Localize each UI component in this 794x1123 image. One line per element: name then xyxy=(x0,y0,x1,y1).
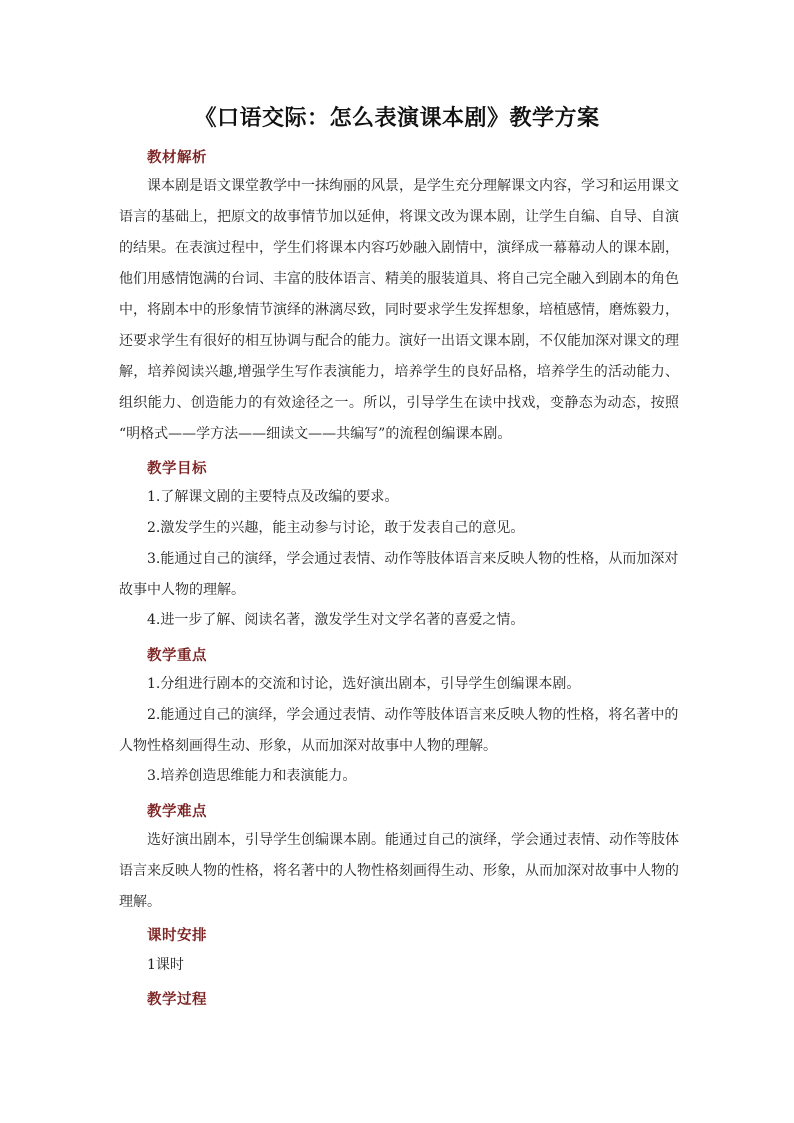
section-heading-difficulties: 教学难点 xyxy=(147,803,207,820)
key-point-item-3: 3.培养创造思维能力和表演能力。 xyxy=(147,768,357,784)
paragraph-line: 他们用感情饱满的台词、丰富的肢体语言、精美的服装道具、将自己完全融入到剧本的角色 xyxy=(119,271,679,287)
paragraph-line: “明格式——学方法——细读文——共编写”的流程创编课本剧。 xyxy=(119,426,512,442)
objective-item-2: 2.激发学生的兴趣，能主动参与讨论，敢于发表自己的意见。 xyxy=(147,520,525,536)
objective-item-3-line: 3.能通过自己的演绎，学会通过表情、动作等肢体语言来反映人物的性格，从而加深对 xyxy=(147,551,679,567)
section-heading-schedule: 课时安排 xyxy=(147,927,207,944)
paragraph-line: 课本剧是语文课堂教学中一抹绚丽的风景，是学生充分理解课文内容，学习和运用课文 xyxy=(147,178,679,194)
key-point-item-2-line: 2.能通过自己的演绎，学会通过表情、动作等肢体语言来反映人物的性格，将名著中的 xyxy=(147,707,679,723)
document-title: 《口语交际：怎么表演课本剧》教学方案 xyxy=(194,105,600,131)
paragraph-line: 中，将剧本中的形象情节演绎的淋漓尽致，同时要求学生发挥想象，培植感情，磨炼毅力， xyxy=(119,302,679,318)
objective-item-1: 1.了解课文剧的主要特点及改编的要求。 xyxy=(147,489,399,505)
objective-item-3-line: 故事中人物的理解。 xyxy=(119,582,245,598)
analysis-paragraph xyxy=(119,171,679,450)
section-heading-key-points: 教学重点 xyxy=(147,647,207,664)
paragraph-line: 组织能力、创造能力的有效途径之一。所以，引导学生在读中找戏，变静态为动态，按照 xyxy=(119,395,679,411)
key-point-item-1: 1.分组进行剧本的交流和讨论，选好演出剧本，引导学生创编课本剧。 xyxy=(147,676,581,692)
difficulties-paragraph xyxy=(119,825,679,918)
paragraph-line: 的结果。在表演过程中，学生们将课本内容巧妙融入剧情中，演绎成一幕幕动人的课本剧， xyxy=(119,240,679,256)
section-heading-objectives: 教学目标 xyxy=(147,460,207,477)
paragraph-line: 理解。 xyxy=(119,894,161,910)
paragraph-line: 语言的基础上，把原文的故事情节加以延伸，将课文改为课本剧，让学生自编、自导、自演 xyxy=(119,209,679,225)
section-heading-process: 教学过程 xyxy=(147,991,207,1008)
paragraph-line: 还要求学生有很好的相互协调与配合的能力。演好一出语文课本剧，不仅能加深对课文的理 xyxy=(119,333,679,349)
paragraph-line: 解，培养阅读兴趣,增强学生写作表演能力，培养学生的良好品格，培养学生的活动能力、 xyxy=(119,364,679,380)
key-point-item-2-line: 人物性格刻画得生动、形象，从而加深对故事中人物的理解。 xyxy=(119,738,497,754)
section-heading-analysis: 教材解析 xyxy=(147,149,207,166)
key-point-item-2 xyxy=(119,700,677,762)
objective-item-4: 4.进一步了解、阅读名著，激发学生对文学名著的喜爱之情。 xyxy=(147,612,525,628)
paragraph-line: 语言来反映人物的性格，将名著中的人物性格刻画得生动、形象，从而加深对故事中人物的 xyxy=(119,863,679,879)
schedule-text: 1课时 xyxy=(147,957,184,973)
paragraph-line: 选好演出剧本，引导学生创编课本剧。能通过自己的演绎，学会通过表情、动作等肢体 xyxy=(147,832,679,848)
objective-item-3 xyxy=(119,544,677,606)
